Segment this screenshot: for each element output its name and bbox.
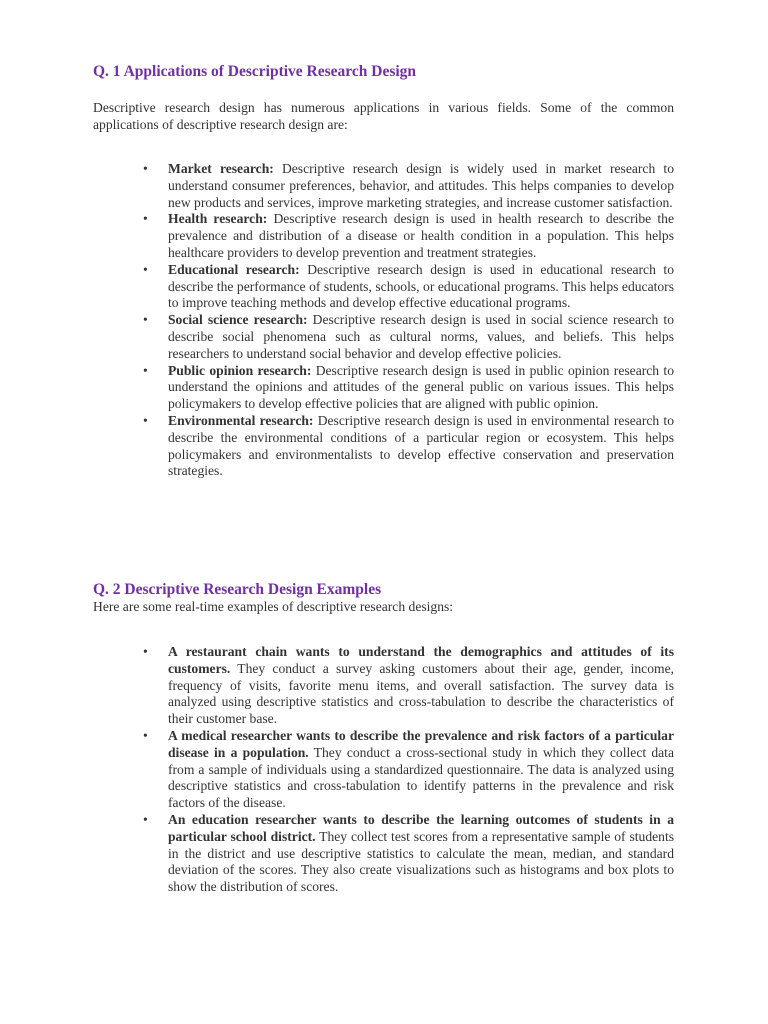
item-lead: Environmental research: (168, 412, 314, 428)
item-text: Descriptive research design is used in health research to describe the prevalence and distribution of a disease or health condition in a population. This helps healthcare providers to develop prevention and treatment strategies. (168, 211, 674, 260)
list-item (93, 644, 674, 728)
item-text: Descriptive research design is used in social science research to describe social phenomena such as cultural norms, values, and beliefs. This helps researchers to understand social behavior and develop effective policies. (168, 312, 674, 361)
section2-heading: Q. 2 Descriptive Research Design Examples (93, 581, 382, 598)
bullet-icon: • (143, 644, 148, 659)
item-text: Descriptive research design is used in public opinion research to understand the opinions and attitudes of the general public on various issues. This helps policymakers to develop effective policies that are aligned with public opinion. (168, 362, 674, 412)
item-lead: An education researcher wants to describe the learning outcomes of students in a particular school district. (168, 811, 674, 844)
item-lead: A restaurant chain wants to understand the demographics and attitudes of its customers. (168, 644, 674, 676)
item-text: They conduct a survey asking customers about their age, gender, income, frequency of visits, favorite menu items, and overall satisfaction. The survey data is analyzed using descriptive statistics and cross-tabulation to describe the characteristics of their customer base. (168, 660, 674, 727)
item-lead: Public opinion research: (168, 362, 312, 378)
item-text: Descriptive research design is widely used in market research to understand consumer preferences, behavior, and attitudes. This helps companies to develop new products and services, improve marketing strategies, and increase customer satisfaction. (168, 161, 674, 210)
bullet-icon: • (143, 211, 148, 227)
item-lead: Health research: (168, 211, 268, 227)
list-item (93, 312, 674, 362)
list-item (93, 211, 674, 261)
item-lead: A medical researcher wants to describe the prevalence and risk factors of a particular disease in a population. (168, 727, 674, 760)
item-text: Descriptive research design is used in educational research to describe the performance of students, schools, or educational programs. This helps educators to improve teaching methods and develop effective educational programs. (168, 261, 674, 311)
section2-list (93, 644, 674, 896)
bullet-icon: • (143, 412, 148, 428)
item-lead: Social science research: (168, 312, 308, 328)
list-item (93, 413, 674, 480)
section1-intro: Descriptive research design has numerous applications in various fields. Some of the common applications of descriptive research design are: (93, 100, 674, 132)
bullet-icon: • (143, 161, 148, 176)
section2-intro: Here are some real-time examples of descriptive research designs: (93, 599, 454, 614)
bullet-icon: • (143, 811, 148, 827)
item-text: They collect test scores from a representative sample of students in the district and use descriptive statistics to calculate the mean, median, and standard deviation of the scores. They also create visualizations such as histograms and box plots to show the distribution of scores. (168, 828, 675, 895)
bullet-icon: • (143, 312, 148, 328)
item-lead: Market research: (168, 161, 274, 176)
section1-list (93, 161, 674, 480)
list-item (93, 363, 674, 413)
item-lead: Educational research: (168, 261, 300, 277)
list-item (93, 728, 674, 812)
section1-heading: Q. 1 Applications of Descriptive Research Design (93, 63, 417, 80)
list-item (93, 262, 674, 312)
bullet-icon: • (143, 261, 148, 277)
item-text: They conduct a cross-sectional study in which they collect data from a sample of individuals using a standardized questionnaire. The data is analyzed using descriptive statistics and cross-tabulation to identify patterns in the prevalence and risk factors of the disease. (168, 744, 674, 811)
bullet-icon: • (143, 362, 148, 378)
bullet-icon: • (143, 727, 148, 743)
list-item (93, 812, 674, 896)
item-text: Descriptive research design is used in environmental research to describe the environmental conditions of a particular region or ecosystem. This helps policymakers and environmentalists to develop effective conservation and preservation strategies. (168, 412, 674, 479)
list-item (93, 161, 674, 211)
